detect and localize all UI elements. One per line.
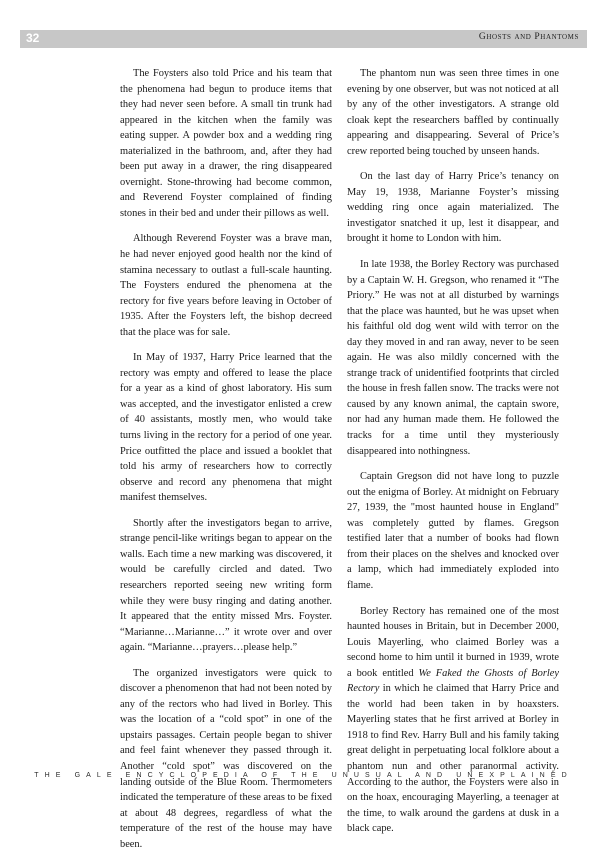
header-bar bbox=[20, 30, 587, 48]
right-column bbox=[347, 66, 559, 837]
footer-title: THE GALE ENCYCLOPEDIA OF THE UNUSUAL AND UNEXPLAINED bbox=[34, 772, 573, 779]
paragraph-text: in which he claimed that Harry Price and the world had been taken in by hoaxsters. Mayerling states that he first arrived at Borley in 1918 to find Rev. Harry Bull and his family taking great delight in perpetuating local folklore about a phantom nun and other paranormal activity. According to the author, the Foysters were also in on the hoax, encouraging Mayerling, a teenager at the time, to walk around the gardens at dusk in a black cape. bbox=[347, 683, 559, 835]
book-title: We Faked the Ghosts of Borley Rectory bbox=[347, 667, 559, 695]
paragraph: The organized investigators were quick to discover a phenomenon that had not been noted by any of the rectors who had lived in Borley. This was the location of a “cold spot” in one of the upstairs passages. Certain people began to shiver and feel faint whenever they passed through it. Another “cold spot” was discovered on the landing outside of the Blue Room. Thermometers indicated the temperature of these areas to be fixed at about 48 degrees, regardless of what the temperature of the rest of the house may have been. bbox=[120, 667, 332, 850]
paragraph: In May of 1937, Harry Price learned that the rectory was empty and offered to lease the place for a year as a kind of ghost laboratory. His sum was accepted, and the investigator enlisted a crew of 40 assistants, mostly men, who would take turns living in the rectory for a period of one year. Price outfitted the place and issued a booklet that told his army of researchers how to correctly observe and record any phenomena that might manifest themselves. bbox=[120, 352, 332, 504]
paragraph bbox=[347, 604, 559, 837]
paragraph: On the last day of Harry Price’s tenancy on May 19, 1938, Marianne Foyster’s missing wedding ring once again materialized. The investigator snatched it up, lest it disappear, and brought it home to London with him. bbox=[347, 171, 559, 245]
paragraph: The phantom nun was seen three times in one evening by one observer, but was not noticed at all by any of the other investigators. A strange old cloak kept the researchers baffled by continually appearing and disappearing. Several of Price’s crew reported being touched by unseen hands. bbox=[347, 68, 559, 157]
paragraph: In late 1938, the Borley Rectory was purchased by a Captain W. H. Gregson, who renamed it “The Priory.” He was not at all disturbed by warnings that the place was haunted, but he was upset when his faithful old dog went wild with terror on the day they moved in and ran away, never to be seen again. He was also mildly concerned with the strange track of unidentified footprints that circled the house in fresh fallen snow. The tracks were not caused by any known animal, the captain swore, nor had any human made them. He followed the tracks for a time until they mysteriously disappeared into nothingness. bbox=[347, 259, 559, 457]
paragraph: Captain Gregson did not have long to puzzle out the enigma of Borley. At midnight on February 27, 1939, the "most haunted house in England" was completely gutted by flames. Gregson testified later that a number of books had flown from their places on the shelves and knocked over a lamp, which had immediately exploded into flame. bbox=[347, 471, 559, 591]
paragraph: Although Reverend Foyster was a brave man, he had never enjoyed good health nor the kind of stamina necessary to outlast a full-scale haunting. The Foysters endured the phenomena at the rectory for five years before leaving in October of 1935. After the Foysters left, the bishop decreed that the place was for sale. bbox=[120, 233, 332, 338]
left-column bbox=[120, 66, 332, 852]
running-head: Ghosts and Phantoms bbox=[478, 32, 579, 42]
page-number: 32 bbox=[26, 31, 40, 45]
paragraph: The Foysters also told Price and his team that the phenomena had begun to produce items that they had never seen before. A small tin trunk had appeared in the kitchen when the family was eating supper. A powder box and a wedding ring materialized in the bathroom, and, after they had been put away in a drawer, the ring disappeared overnight. Stone-throwing had become common, and Reverend Foyster complained of finding stones in their bed and under their pillows as well. bbox=[120, 68, 332, 219]
paragraph: Shortly after the investigators began to arrive, strange pencil-like writings began to appear on the walls. Each time a new marking was discovered, it would be carefully circled and dated. Two researchers reported seeing new writing form while they were busy ringing and dating another. It appeared that the entity missed Mrs. Foyster. “Marianne…Marianne…” it wrote over and over again. “Marianne…prayers…please help.” bbox=[120, 517, 332, 654]
paragraph-text: Borley Rectory has remained one of the most haunted houses in Britain, but in December 2000, Louis Mayerling, who claimed Borley was a second home to him until it burned in 1939, wrote a book entitled bbox=[347, 605, 559, 679]
